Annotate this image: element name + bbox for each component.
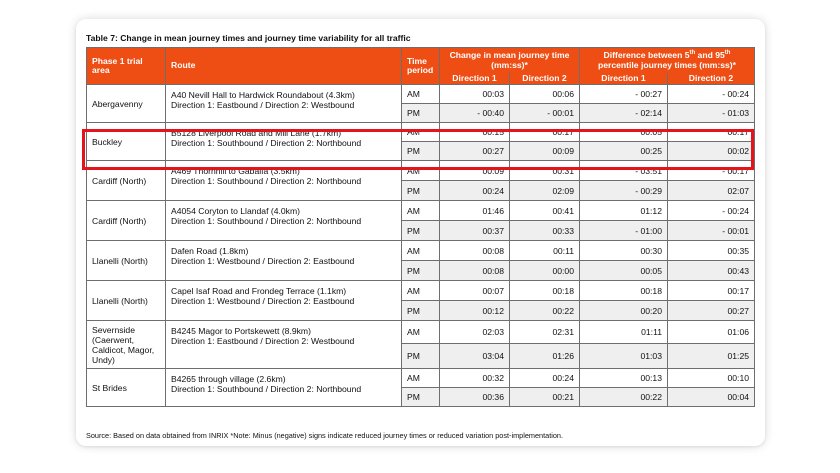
- variability-dir1-cell: - 02:14: [580, 104, 668, 123]
- variability-dir1-cell: 00:18: [580, 281, 668, 301]
- header-mean-dir1: Direction 1: [440, 73, 510, 85]
- route-name: A40 Nevill Hall to Hardwick Roundabout (4.3km): [171, 90, 355, 100]
- area-cell: St Brides: [87, 369, 166, 407]
- variability-dir1-cell: 00:05: [580, 261, 668, 281]
- mean-dir1-cell: 00:27: [440, 142, 510, 161]
- mean-dir1-cell: 00:07: [440, 281, 510, 301]
- route-cell: [166, 369, 402, 407]
- area-cell: Buckley: [87, 123, 166, 161]
- time-period-cell: AM: [402, 321, 440, 344]
- route-cell: [166, 85, 402, 123]
- variability-dir1-cell: - 00:29: [580, 181, 668, 201]
- route-name: Capel Isaf Road and Frondeg Terrace (1.1km): [171, 286, 347, 296]
- route-name: B5128 Liverpool Road and Mill Lane (1.7km): [171, 128, 342, 138]
- mean-dir2-cell: 02:31: [510, 321, 580, 344]
- area-cell: Llanelli (North): [87, 281, 166, 321]
- mean-dir2-cell: 00:41: [510, 201, 580, 221]
- variability-dir1-cell: 00:05: [580, 123, 668, 142]
- mean-dir1-cell: 00:37: [440, 221, 510, 241]
- route-directions: Direction 1: Southbound / Direction 2: Northbound: [171, 176, 362, 186]
- time-period-cell: PM: [402, 104, 440, 123]
- variability-dir2-cell: 01:25: [668, 344, 755, 369]
- mean-dir1-cell: 00:08: [440, 261, 510, 281]
- table-row: [87, 321, 755, 344]
- table-row: [87, 241, 755, 261]
- table-row: [87, 201, 755, 221]
- header-variability: Difference between 5th and 95th percentile journey times (mm:ss)*: [580, 48, 755, 74]
- mean-dir1-cell: 00:03: [440, 85, 510, 104]
- route-name: B4245 Magor to Portskewett (8.9km): [171, 326, 311, 336]
- variability-dir2-cell: 00:02: [668, 142, 755, 161]
- time-period-cell: PM: [402, 388, 440, 407]
- variability-dir2-cell: 01:06: [668, 321, 755, 344]
- route-cell: [166, 201, 402, 241]
- table-row: [87, 123, 755, 142]
- route-name: Dafen Road (1.8km): [171, 246, 249, 256]
- variability-dir2-cell: - 01:03: [668, 104, 755, 123]
- time-period-cell: PM: [402, 181, 440, 201]
- variability-dir1-cell: - 00:27: [580, 85, 668, 104]
- area-cell: Cardiff (North): [87, 201, 166, 241]
- header-var-dir1: Direction 1: [580, 73, 668, 85]
- area-cell: Severnside (Caerwent, Caldicot, Magor, Undy): [87, 321, 166, 369]
- mean-dir1-cell: 00:24: [440, 181, 510, 201]
- time-period-cell: AM: [402, 369, 440, 388]
- variability-dir2-cell: - 00:01: [668, 221, 755, 241]
- variability-dir1-cell: 01:11: [580, 321, 668, 344]
- variability-dir1-cell: - 01:00: [580, 221, 668, 241]
- variability-dir1-cell: 00:30: [580, 241, 668, 261]
- journey-times-table: [86, 47, 755, 407]
- route-cell: [166, 161, 402, 201]
- mean-dir2-cell: 00:24: [510, 369, 580, 388]
- mean-dir1-cell: 01:46: [440, 201, 510, 221]
- mean-dir1-cell: 00:12: [440, 301, 510, 321]
- route-cell: [166, 321, 402, 369]
- variability-dir1-cell: 00:22: [580, 388, 668, 407]
- variability-dir2-cell: 00:43: [668, 261, 755, 281]
- mean-dir2-cell: - 00:01: [510, 104, 580, 123]
- table-row: [87, 369, 755, 388]
- variability-dir1-cell: 00:13: [580, 369, 668, 388]
- route-cell: [166, 281, 402, 321]
- mean-dir1-cell: 00:36: [440, 388, 510, 407]
- mean-dir2-cell: 00:31: [510, 161, 580, 181]
- variability-dir2-cell: 00:17: [668, 123, 755, 142]
- time-period-cell: PM: [402, 142, 440, 161]
- route-directions: Direction 1: Southbound / Direction 2: Northbound: [171, 384, 362, 394]
- time-period-cell: AM: [402, 201, 440, 221]
- time-period-cell: PM: [402, 221, 440, 241]
- table-row: [87, 85, 755, 104]
- route-directions: Direction 1: Southbound / Direction 2: Northbound: [171, 138, 362, 148]
- route-cell: [166, 123, 402, 161]
- time-period-cell: AM: [402, 85, 440, 104]
- route-directions: Direction 1: Westbound / Direction 2: Eastbound: [171, 256, 355, 266]
- mean-dir2-cell: 02:09: [510, 181, 580, 201]
- variability-dir2-cell: - 00:17: [668, 161, 755, 181]
- time-period-cell: AM: [402, 123, 440, 142]
- area-cell: Cardiff (North): [87, 161, 166, 201]
- route-directions: Direction 1: Eastbound / Direction 2: Westbound: [171, 336, 355, 346]
- mean-dir1-cell: 00:08: [440, 241, 510, 261]
- time-period-cell: PM: [402, 261, 440, 281]
- route-name: A469 Thornhill to Gabalfa (3.5km): [171, 166, 300, 176]
- route-directions: Direction 1: Westbound / Direction 2: Eastbound: [171, 296, 355, 306]
- mean-dir1-cell: 00:15: [440, 123, 510, 142]
- mean-dir1-cell: 00:09: [440, 161, 510, 181]
- variability-dir1-cell: 01:03: [580, 344, 668, 369]
- mean-dir2-cell: 01:26: [510, 344, 580, 369]
- route-directions: Direction 1: Eastbound / Direction 2: Westbound: [171, 100, 355, 110]
- route-name: A4054 Coryton to Llandaf (4.0km): [171, 206, 300, 216]
- variability-dir1-cell: 01:12: [580, 201, 668, 221]
- area-cell: Llanelli (North): [87, 241, 166, 281]
- route-name: B4265 through village (2.6km): [171, 374, 286, 384]
- variability-dir2-cell: 02:07: [668, 181, 755, 201]
- mean-dir2-cell: 00:33: [510, 221, 580, 241]
- variability-dir2-cell: 00:27: [668, 301, 755, 321]
- header-var-dir2: Direction 2: [668, 73, 755, 85]
- variability-dir2-cell: 00:17: [668, 281, 755, 301]
- mean-dir2-cell: 00:11: [510, 241, 580, 261]
- mean-dir2-cell: 00:21: [510, 388, 580, 407]
- variability-dir2-cell: 00:04: [668, 388, 755, 407]
- time-period-cell: AM: [402, 161, 440, 181]
- mean-dir2-cell: 00:17: [510, 123, 580, 142]
- variability-dir2-cell: - 00:24: [668, 85, 755, 104]
- table-title: Table 7: Change in mean journey times and journey time variability for all traffic: [86, 33, 411, 43]
- variability-dir2-cell: 00:10: [668, 369, 755, 388]
- header-period: Time period: [402, 48, 440, 85]
- area-cell: Abergavenny: [87, 85, 166, 123]
- time-period-cell: AM: [402, 241, 440, 261]
- header-route: Route: [166, 48, 402, 85]
- mean-dir1-cell: 02:03: [440, 321, 510, 344]
- header-area: Phase 1 trial area: [87, 48, 166, 85]
- variability-dir2-cell: - 00:24: [668, 201, 755, 221]
- variability-dir1-cell: 00:25: [580, 142, 668, 161]
- mean-dir2-cell: 00:00: [510, 261, 580, 281]
- route-cell: [166, 241, 402, 281]
- variability-dir1-cell: - 03:51: [580, 161, 668, 181]
- mean-dir1-cell: - 00:40: [440, 104, 510, 123]
- table-row: [87, 161, 755, 181]
- header-mean-change: Change in mean journey time (mm:ss)*: [440, 48, 580, 74]
- mean-dir1-cell: 03:04: [440, 344, 510, 369]
- mean-dir2-cell: 00:09: [510, 142, 580, 161]
- time-period-cell: PM: [402, 344, 440, 369]
- mean-dir2-cell: 00:22: [510, 301, 580, 321]
- time-period-cell: PM: [402, 301, 440, 321]
- table-row: [87, 281, 755, 301]
- header-row: [87, 48, 755, 74]
- mean-dir1-cell: 00:32: [440, 369, 510, 388]
- source-note: Source: Based on data obtained from INRIX *Note: Minus (negative) signs indicate reduced journey times or reduced variation post-implementation.: [86, 431, 563, 440]
- time-period-cell: AM: [402, 281, 440, 301]
- variability-dir2-cell: 00:35: [668, 241, 755, 261]
- route-directions: Direction 1: Southbound / Direction 2: Northbound: [171, 216, 362, 226]
- mean-dir2-cell: 00:06: [510, 85, 580, 104]
- header-mean-dir2: Direction 2: [510, 73, 580, 85]
- variability-dir1-cell: 00:20: [580, 301, 668, 321]
- mean-dir2-cell: 00:18: [510, 281, 580, 301]
